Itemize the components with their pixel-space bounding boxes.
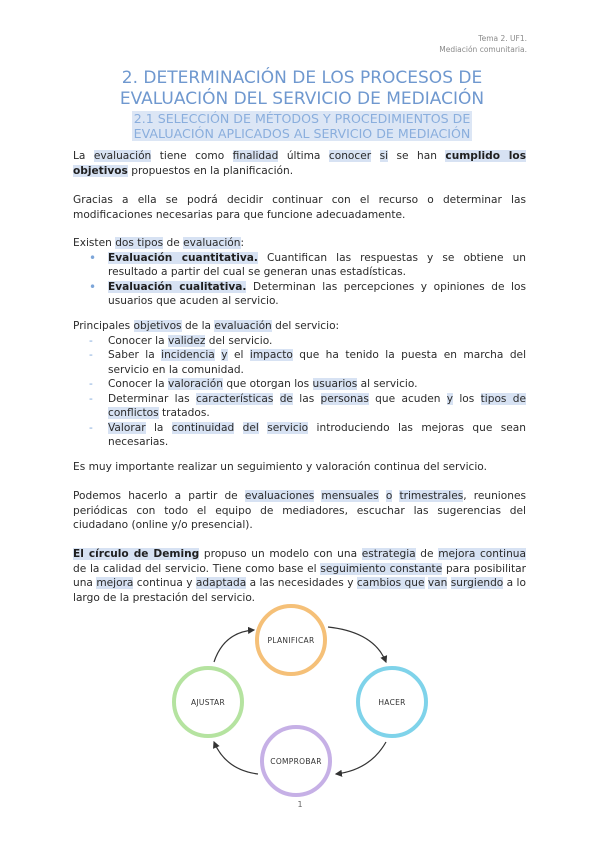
arrow-planificar-hacer [328, 627, 386, 662]
list-item: - Conocer la valoración que otorgan los usuarios al servicio. [73, 377, 526, 392]
page-header [439, 33, 527, 55]
page-number: 1 [297, 800, 303, 809]
evaluation-types-list [73, 251, 526, 309]
objectives-list [73, 334, 526, 450]
list-item: - Saber la incidencia y el impacto que ha tenido la puesta en marcha del servicio en la comunidad. [73, 348, 526, 377]
arrow-ajustar-planificar [214, 630, 254, 662]
paragraph-methods: Podemos hacerlo a partir de evaluaciones mensuales o trimestrales, reuniones periódicas con todo el equipo de mediadores, escuchar las sugerencias del ciudadano (online y/o presencial). [73, 490, 526, 531]
evaluation-types-intro: Existen dos tipos de evaluación: [73, 237, 245, 249]
list-item: • Evaluación cuantitativa. Cuantifican las respuestas y se obtiene un resultado a partir del cual se generan unas estadísticas. [73, 251, 526, 280]
list-item: • Evaluación cualitativa. Determinan las percepciones y opiniones de los usuarios que acuden al servicio. [73, 280, 526, 309]
arrow-comprobar-ajustar [214, 742, 258, 774]
objectives-section [73, 319, 526, 450]
paragraph-deming: El círculo de Deming propuso un modelo con una estrategia de mejora continua de la calidad del servicio. Tiene como base el seguimiento constante para posibilitar una mejora continua y adaptada a las necesidades y cambios que van surgiendo a lo largo de la prestación del servicio. [73, 548, 527, 604]
paragraph-purpose: Gracias a ella se podrá decidir continuar con el recurso o determinar las modificaciones necesarias para que funcione adecuadamente. [73, 194, 526, 221]
ajustar-label: AJUSTAR [190, 698, 226, 707]
paragraph-definition: La evaluación tiene como finalidad última conocer si se han cumplido los objetivos propuestos en la planificación. [73, 150, 526, 177]
header-topic: Tema 2. UF1. [478, 34, 527, 43]
arrow-hacer-comprobar [336, 742, 386, 774]
list-item: - Valorar la continuidad del servicio introduciendo las mejoras que sean necesarias. [73, 421, 526, 450]
paragraph-monitoring: Es muy importante realizar un seguimiento y valoración continua del servicio. [73, 461, 487, 473]
section-title: 2. DETERMINACIÓN DE LOS PROCESOS DE EVALUACIÓN DEL SERVICIO DE MEDIACIÓN [119, 68, 485, 109]
header-subject: Mediación comunitaria. [439, 45, 527, 54]
planificar-label: PLANIFICAR [267, 636, 315, 645]
objectives-intro: Principales objetivos de la evaluación del servicio: [73, 320, 340, 332]
list-item: - Determinar las características de las personas que acuden y los tipos de conflictos tratados. [73, 392, 526, 421]
evaluation-types-section [73, 236, 526, 309]
deming-cycle-diagram [160, 600, 440, 800]
comprobar-label: COMPROBAR [270, 757, 322, 766]
hacer-label: HACER [378, 698, 406, 707]
list-item: - Conocer la validez del servicio. [73, 334, 526, 349]
subsection-title: 2.1 SELECCIÓN DE MÉTODOS Y PROCEDIMIENTOS DE EVALUACIÓN APLICADOS AL SERVICIO DE MEDIACIÓN [133, 111, 471, 141]
